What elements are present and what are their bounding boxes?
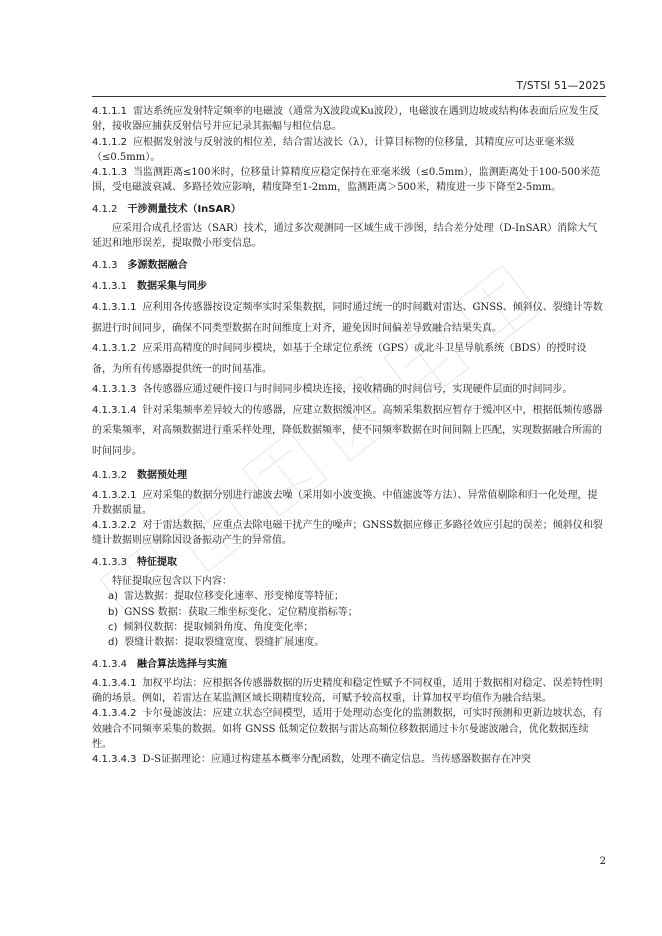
document-code: T/STSI 51—2025 <box>516 80 606 92</box>
clause-4-1-3-2-1: 4.1.3.2.1 应对采集的数据分别进行滤波去噪（采用如小波变换、中值滤波等方法）、异常值剔除和归一化处理，提升数据质量。 <box>92 489 598 516</box>
section-heading-4-1-2: 4.1.2 干涉测量技术（InSAR） <box>92 203 241 215</box>
clause-4-1-2-body: 应采用合成孔径雷达（SAR）技术，通过多次观测同一区域生成干涉图，结合差分处理（D-InSAR）消除大气延迟和地形误差，提取微小形变信息。 <box>92 223 598 250</box>
section-heading-4-1-3-2: 4.1.3.2 数据预处理 <box>92 470 187 482</box>
clause-4-1-1-3: 4.1.1.3 当监测距离≤100米时，位移量计算精度应稳定保持在亚毫米级（≤0.5mm），监测距离处于100-500米范围，受电磁波衰减、多路径效应影响，精度降至1-2mm，监测距离＞500米，精度进一步下降至2-5mm。 <box>92 167 601 194</box>
section-heading-4-1-3-4: 4.1.3.4 融合算法选择与实施 <box>92 658 227 670</box>
clause-4-1-3-4-3: 4.1.3.4.3 D-S证据理论：应通过构建基本概率分配函数，处理不确定信息。当传感器数据存在冲突 <box>92 754 531 766</box>
section-heading-4-1-3-3: 4.1.3.3 特征提取 <box>92 556 177 568</box>
section-heading-4-1-3-1: 4.1.3.1 数据采集与同步 <box>92 280 207 292</box>
clause-4-1-3-1-4: 4.1.3.1.4 针对采集频率差异较大的传感器，应建立数据缓冲区。高频采集数据应暂存于缓冲区中，根据低频传感器的采集频率，对高频数据进行重采样处理，降低数据频率，使不同频率数据在时间间隔上匹配，实现数据融合所需的时间同步。 <box>92 404 603 457</box>
clause-4-1-3-2-2: 4.1.3.2.2 对于雷达数据，应重点去除电磁干扰产生的噪声；GNSS数据应修正多路径效应引起的误差；倾斜仪和裂缝计数据则应剔除因设备振动产生的异常值。 <box>92 520 603 547</box>
clause-4-1-3-1-2: 4.1.3.1.2 应采用高精度的时间同步模块，如基于全球定位系统（GPS）或北斗卫星导航系统（BDS）的授时设备，为所有传感器提供统一的时间基准。 <box>92 343 587 375</box>
feature-intro: 特征提取应包含以下内容： <box>112 576 232 588</box>
document-body <box>92 104 606 768</box>
clause-4-1-1-2: 4.1.1.2 应根据发射波与反射波的相位差，结合雷达波长（λ），计算目标物的位移量，其精度应可达亚毫米级（≤0.5mm）。 <box>92 136 575 163</box>
list-item: c) 倾斜仪数据：提取倾斜角度、角度变化率； <box>108 621 314 633</box>
clause-4-1-3-1-3: 4.1.3.1.3 各传感器应通过硬件接口与时间同步模块连接，接收精确的时间信号，实现硬件层面的时间同步。 <box>92 384 573 396</box>
clause-4-1-3-4-1: 4.1.3.4.1 加权平均法：应根据各传感器数据的历史精度和稳定性赋予不同权重，适用于数据相对稳定、误差特性明确的场景。例如，若雷达在某监测区域长期精度较高，可赋予较高权重，计算加权平均值作为融合结果。 <box>92 677 603 705</box>
list-item: a) 雷达数据：提取位移变化速率、形变梯度等特征； <box>108 591 345 603</box>
header-divider <box>92 96 606 97</box>
section-heading-4-1-3: 4.1.3 多源数据融合 <box>92 259 188 271</box>
list-item: b) GNSS 数据：获取三维坐标变化、定位精度指标等； <box>108 606 358 618</box>
clause-4-1-1-1: 4.1.1.1 雷达系统应发射特定频率的电磁波（通常为X波段或Ku波段），电磁波在遇到边坡或结构体表面后应发生反射，接收器应捕获反射信号并应记录其振幅与相位信息。 <box>92 106 599 133</box>
list-item: d) 裂缝计数据：提取裂缝宽度、裂缝扩展速度。 <box>108 637 325 649</box>
clause-4-1-3-4-2: 4.1.3.4.2 卡尔曼滤波法：应建立状态空间模型，适用于处理动态变化的监测数据，可实时预测和更新边坡状态，有效融合不同频率采集的数据。如将 GNSS 低频定位数据与雷达高频位移数据通过卡尔曼滤波融合，优化数据连续性。 <box>92 708 603 751</box>
clause-4-1-3-1-1: 4.1.3.1.1 应利用各传感器按设定频率实时采集数据，同时通过统一的时间戳对雷达、GNSS、倾斜仪、裂缝计等数据进行时间同步，确保不同类型数据在时间维度上对齐，避免因时间偏差导致融合结果失真。 <box>92 302 603 334</box>
page-number: 2 <box>599 856 606 867</box>
